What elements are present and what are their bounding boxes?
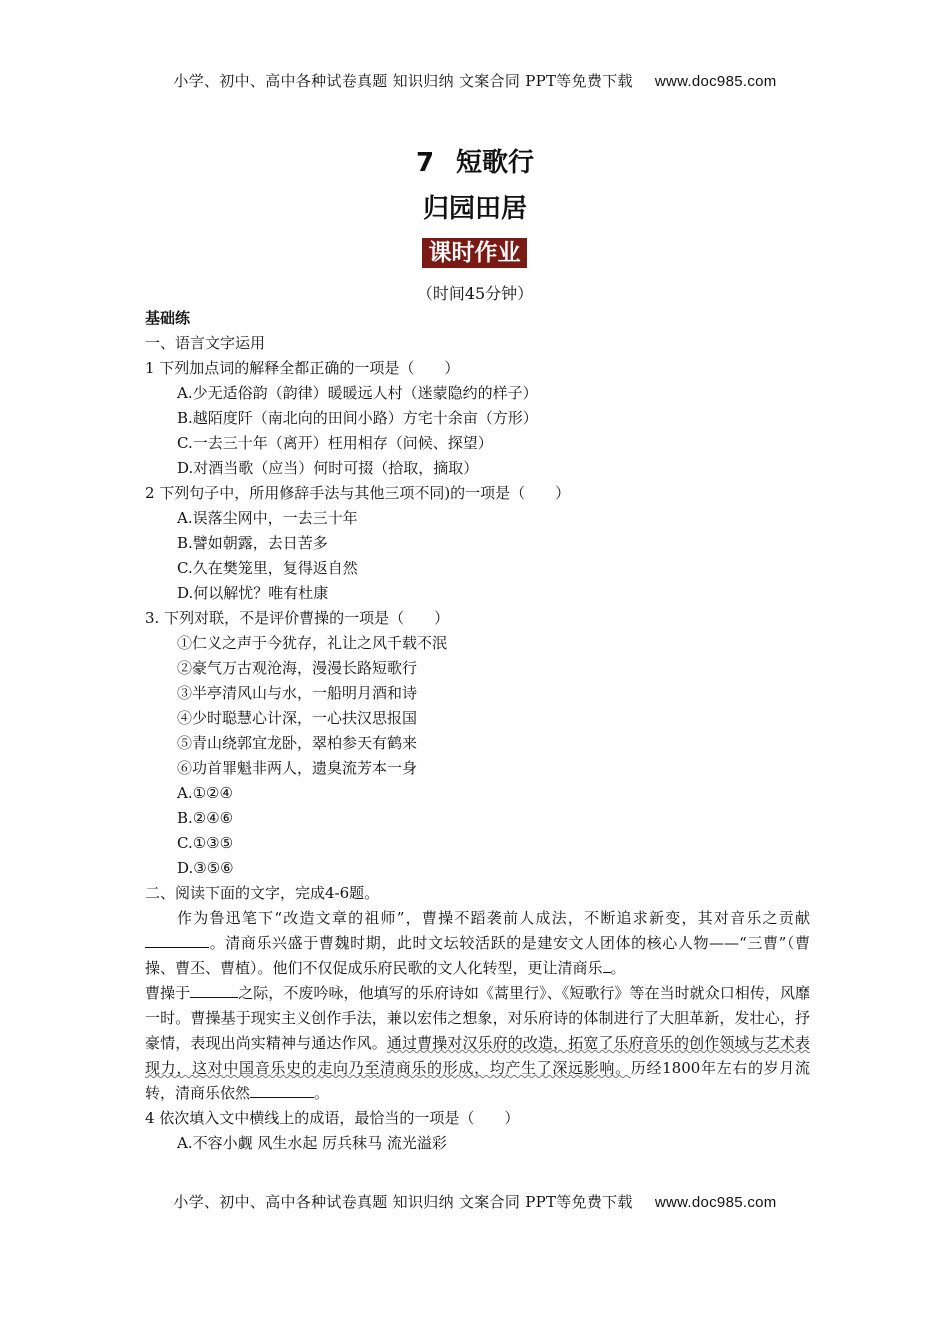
part1-heading: 一、语言文字运用 bbox=[145, 334, 266, 352]
reading-passage bbox=[145, 906, 810, 981]
page-header bbox=[0, 70, 950, 91]
homework-badge: 课时作业 bbox=[422, 238, 527, 268]
footer-url[interactable]: www.doc985.com bbox=[654, 1194, 777, 1211]
q4-stem: 4 依次填入文中横线上的成语，最恰当的一项是（ ） bbox=[145, 1109, 520, 1127]
passage-sentence: 作为鲁迅笔下“改造文章的祖师”，曹操不蹈袭前人成法，不断追求新变，其对音乐之贡献 bbox=[177, 909, 810, 927]
footer-text: 小学、初中、高中各种试卷真题 知识归纳 文案合同 PPT等免费下载 bbox=[173, 1193, 633, 1211]
passage-blank-2 bbox=[603, 956, 611, 973]
passage-underlined-sentence: 通过曹操对汉乐府的改造，拓宽了乐府音乐的创作领域与艺术表现力，这对中国音乐史的走向乃至清商乐的形成，均产生了深远影响。 bbox=[145, 1034, 810, 1077]
q1-option-c: C.一去三十年（离开）枉用相存（问候、探望） bbox=[177, 434, 493, 452]
q4-option-a: A.不容小觑 风生水起 厉兵秣马 流光溢彩 bbox=[177, 1134, 447, 1152]
q2-option-b: B.譬如朝露，去日苦多 bbox=[177, 534, 328, 552]
q3-couplet: ⑥功首罪魁非两人，遗臭流芳本一身 bbox=[177, 759, 418, 777]
section-label: 基础练 bbox=[145, 309, 191, 327]
q2-option-a: A.误落尘网中，一去三十年 bbox=[177, 509, 358, 527]
q3-option-d: D.③⑤⑥ bbox=[177, 859, 234, 877]
q2-stem: 2 下列句子中，所用修辞手法与其他三项不同)的一项是（ ） bbox=[145, 484, 571, 502]
passage-sentence: 。 bbox=[314, 1084, 330, 1102]
passage-blank-4 bbox=[250, 1081, 314, 1098]
q2-option-d: D.何以解忧？唯有杜康 bbox=[177, 584, 329, 602]
q3-stem: 3. 下列对联，不是评价曹操的一项是（ ） bbox=[145, 609, 450, 627]
worksheet-content bbox=[145, 306, 810, 1156]
lesson-title bbox=[0, 142, 950, 179]
passage-sentence: 曹操于 bbox=[145, 984, 191, 1002]
passage-sentence: 。清商乐兴盛于曹魏时期，此时文坛较活跃的是建安文人团体的核心人物——“三曹”（曹操、曹丕、曹植）。他们不仅促成乐府民歌的文人化转型，更让清商乐 bbox=[145, 934, 810, 977]
q1-option-b: B.越陌度阡（南北向的田间小路）方宅十余亩（方形） bbox=[177, 409, 538, 427]
passage-blank-3 bbox=[190, 981, 238, 998]
q3-couplet: ③半亭清风山与水，一船明月酒和诗 bbox=[177, 684, 418, 702]
q3-option-a: A.①②④ bbox=[177, 784, 233, 802]
page-footer bbox=[0, 1191, 950, 1212]
q2-option-c: C.久在樊笼里，复得返自然 bbox=[177, 559, 358, 577]
header-url[interactable]: www.doc985.com bbox=[654, 73, 777, 90]
passage-blank-1 bbox=[145, 931, 209, 948]
passage-sentence: 历经1800年左右的岁月流转，清商乐依然 bbox=[145, 1059, 810, 1102]
q1-stem: 1 下列加点词的解释全都正确的一项是（ ） bbox=[145, 359, 460, 377]
q3-option-c: C.①③⑤ bbox=[177, 834, 234, 852]
q3-couplet: ④少时聪慧心计深，一心扶汉思报国 bbox=[177, 709, 418, 727]
part2-heading: 二、阅读下面的文字，完成4-6题。 bbox=[145, 884, 380, 902]
q3-option-b: B.②④⑥ bbox=[177, 809, 234, 827]
lesson-title-main: 短歌行 bbox=[456, 148, 535, 178]
passage-sentence: 之际，不废吟咏，他填写的乐府诗如《蒿里行》、《短歌行》等在当时就众口相传，风靡一时。曹操基于现实主义创作手法，兼以宏伟之想象，对乐府诗的体制进行了大胆革新，发壮心，抒豪情，表现出尚实精神与通达作风。 bbox=[145, 984, 810, 1052]
q3-couplet: ②豪气万古观沧海，漫漫长路短歌行 bbox=[177, 659, 418, 677]
passage-sentence: 。 bbox=[610, 959, 626, 977]
q1-option-d: D.对酒当歌（应当）何时可掇（拾取，摘取） bbox=[177, 459, 479, 477]
lesson-subtitle: 归园田居 bbox=[422, 194, 527, 224]
reading-passage-cont bbox=[145, 981, 810, 1106]
lesson-number: 7 bbox=[415, 148, 435, 178]
time-limit: （时间45分钟） bbox=[416, 284, 534, 303]
q1-option-a: A.少无适俗韵（韵律）暖暖远人村（迷蒙隐约的样子） bbox=[177, 384, 538, 402]
q3-couplet: ⑤青山绕郭宜龙卧，翠柏参天有鹤来 bbox=[177, 734, 418, 752]
header-text: 小学、初中、高中各种试卷真题 知识归纳 文案合同 PPT等免费下载 bbox=[173, 72, 633, 90]
q3-couplet: ①仁义之声于今犹存，礼让之风千载不泯 bbox=[177, 634, 448, 652]
